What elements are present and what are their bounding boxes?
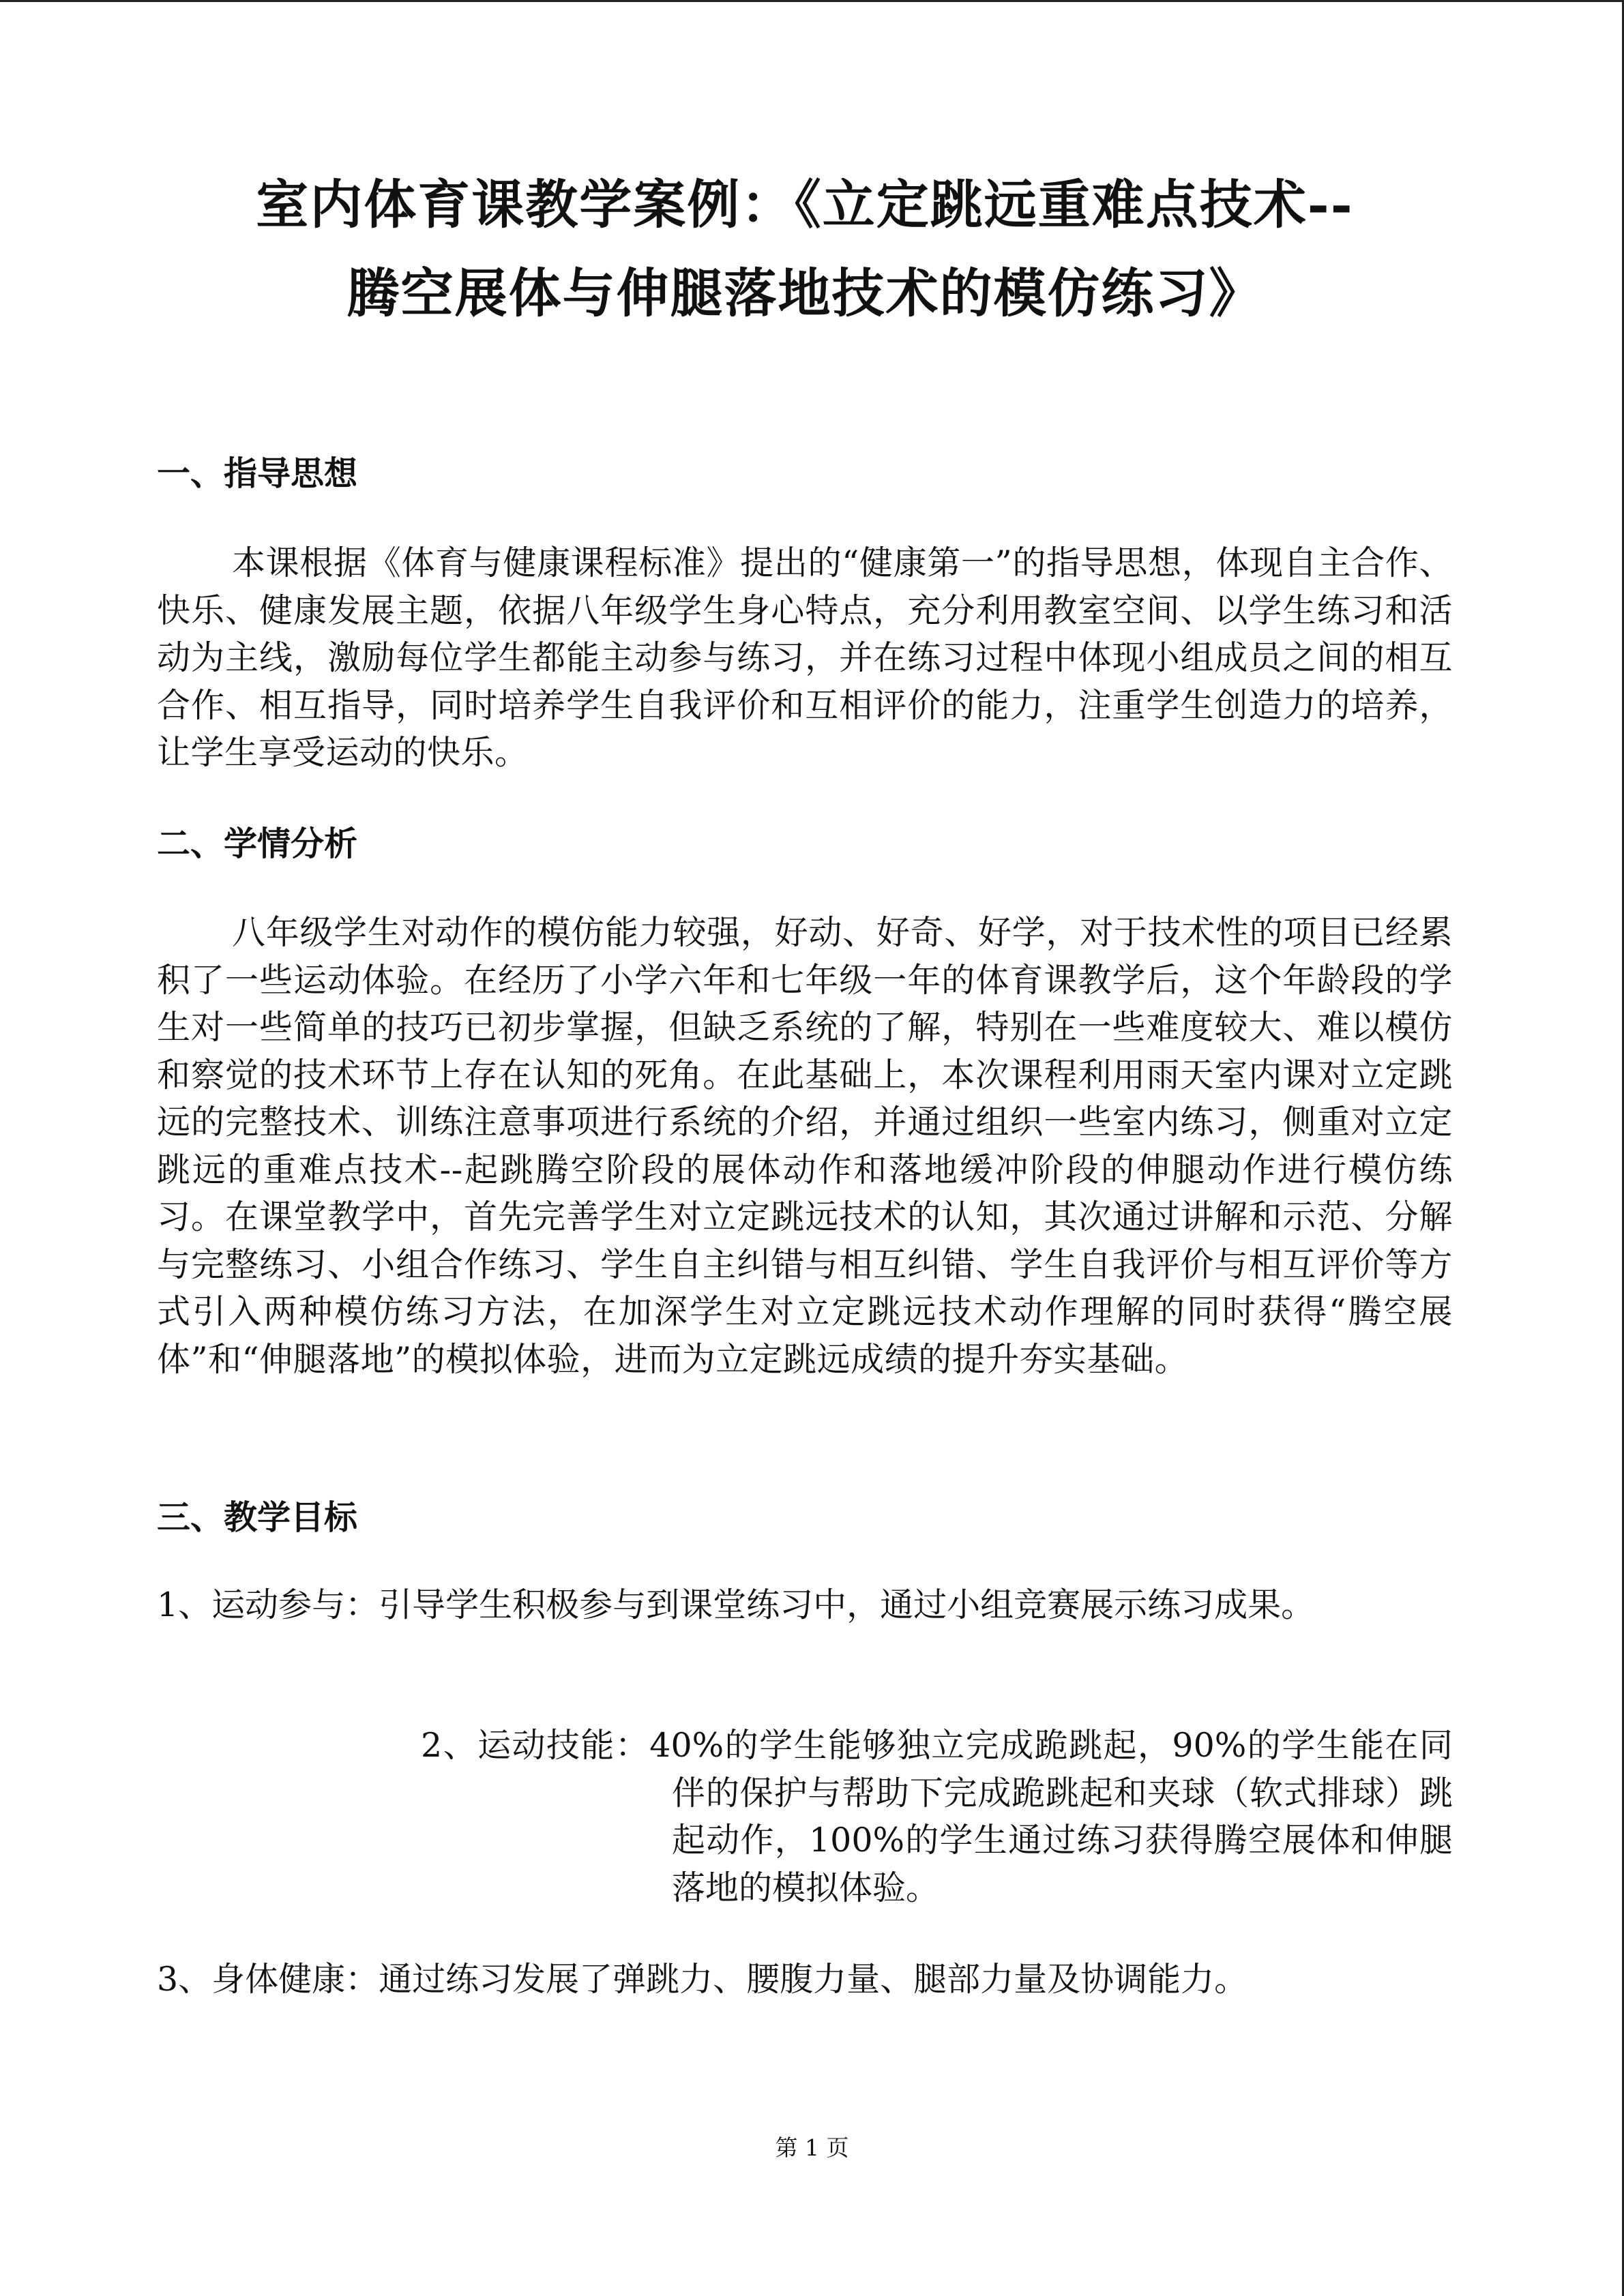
guiding-paragraph: 本课根据《体育与健康课程标准》提出的“健康第一”的指导思想，体现自主合作、快乐、健康发展主题，依据八年级学生身心特点，充分利用教室空间、以学生练习和活动为主线，激励每位学生都能主动参与练习，并在练习过程中体现小组成员之间的相互合作、相互指导，同时培养学生自我评价和互相评价的能力，注重学生创造力的培养，让学生享受运动的快乐。 xyxy=(157,543,1453,772)
goal-item-2: 2、运动技能：40%的学生能够独立完成跪跳起，90%的学生能在同伴的保护与帮助下完成跪跳起和夹球（软式排球）跳起动作，100%的学生通过练习获得腾空展体和伸腿落地的模拟体验。 xyxy=(421,1726,1453,1907)
section-heading-goals: 三、教学目标 xyxy=(157,1498,358,1537)
goal-item-1: 1、运动参与：引导学生积极参与到课堂练习中，通过小组竞赛展示练习成果。 xyxy=(157,1585,1315,1624)
goal-item-3: 3、身体健康：通过练习发展了弹跳力、腰腹力量、腿部力量及协调能力。 xyxy=(157,1960,1248,1999)
section-heading-guiding: 一、指导思想 xyxy=(157,454,358,493)
title-line-1: 室内体育课教学案例：《立定跳远重难点技术-- xyxy=(256,175,1354,236)
title-line-2: 腾空展体与伸腿落地技术的模仿练习》 xyxy=(346,263,1263,325)
document-title xyxy=(157,161,1453,338)
analysis-paragraph: 八年级学生对动作的模仿能力较强，好动、好奇、好学，对于技术性的项目已经累积了一些运动体验。在经历了小学六年和七年级一年的体育课教学后，这个年龄段的学生对一些简单的技巧已初步掌握，但缺乏系统的了解，特别在一些难度较大、难以模仿和察觉的技术环节上存在认知的死角。在此基础上，本次课程利用雨天室内课对立定跳远的完整技术、训练注意事项进行系统的介绍，并通过组织一些室内练习，侧重对立定跳远的重难点技术--起跳腾空阶段的展体动作和落地缓冲阶段的伸腿动作进行模仿练习。在课堂教学中，首先完善学生对立定跳远技术的认知，其次通过讲解和示范、分解与完整练习、小组合作练习、学生自主纠错与相互纠错、学生自我评价与相互评价等方式引入两种模仿练习方法，在加深学生对立定跳远技术动作理解的同时获得“腾空展体”和“伸腿落地”的模拟体验，进而为立定跳远成绩的提升夯实基础。 xyxy=(157,913,1453,1379)
document-body xyxy=(157,161,1453,1999)
section-heading-analysis: 二、学情分析 xyxy=(157,824,358,863)
page-number: 第 1 页 xyxy=(775,2134,849,2161)
